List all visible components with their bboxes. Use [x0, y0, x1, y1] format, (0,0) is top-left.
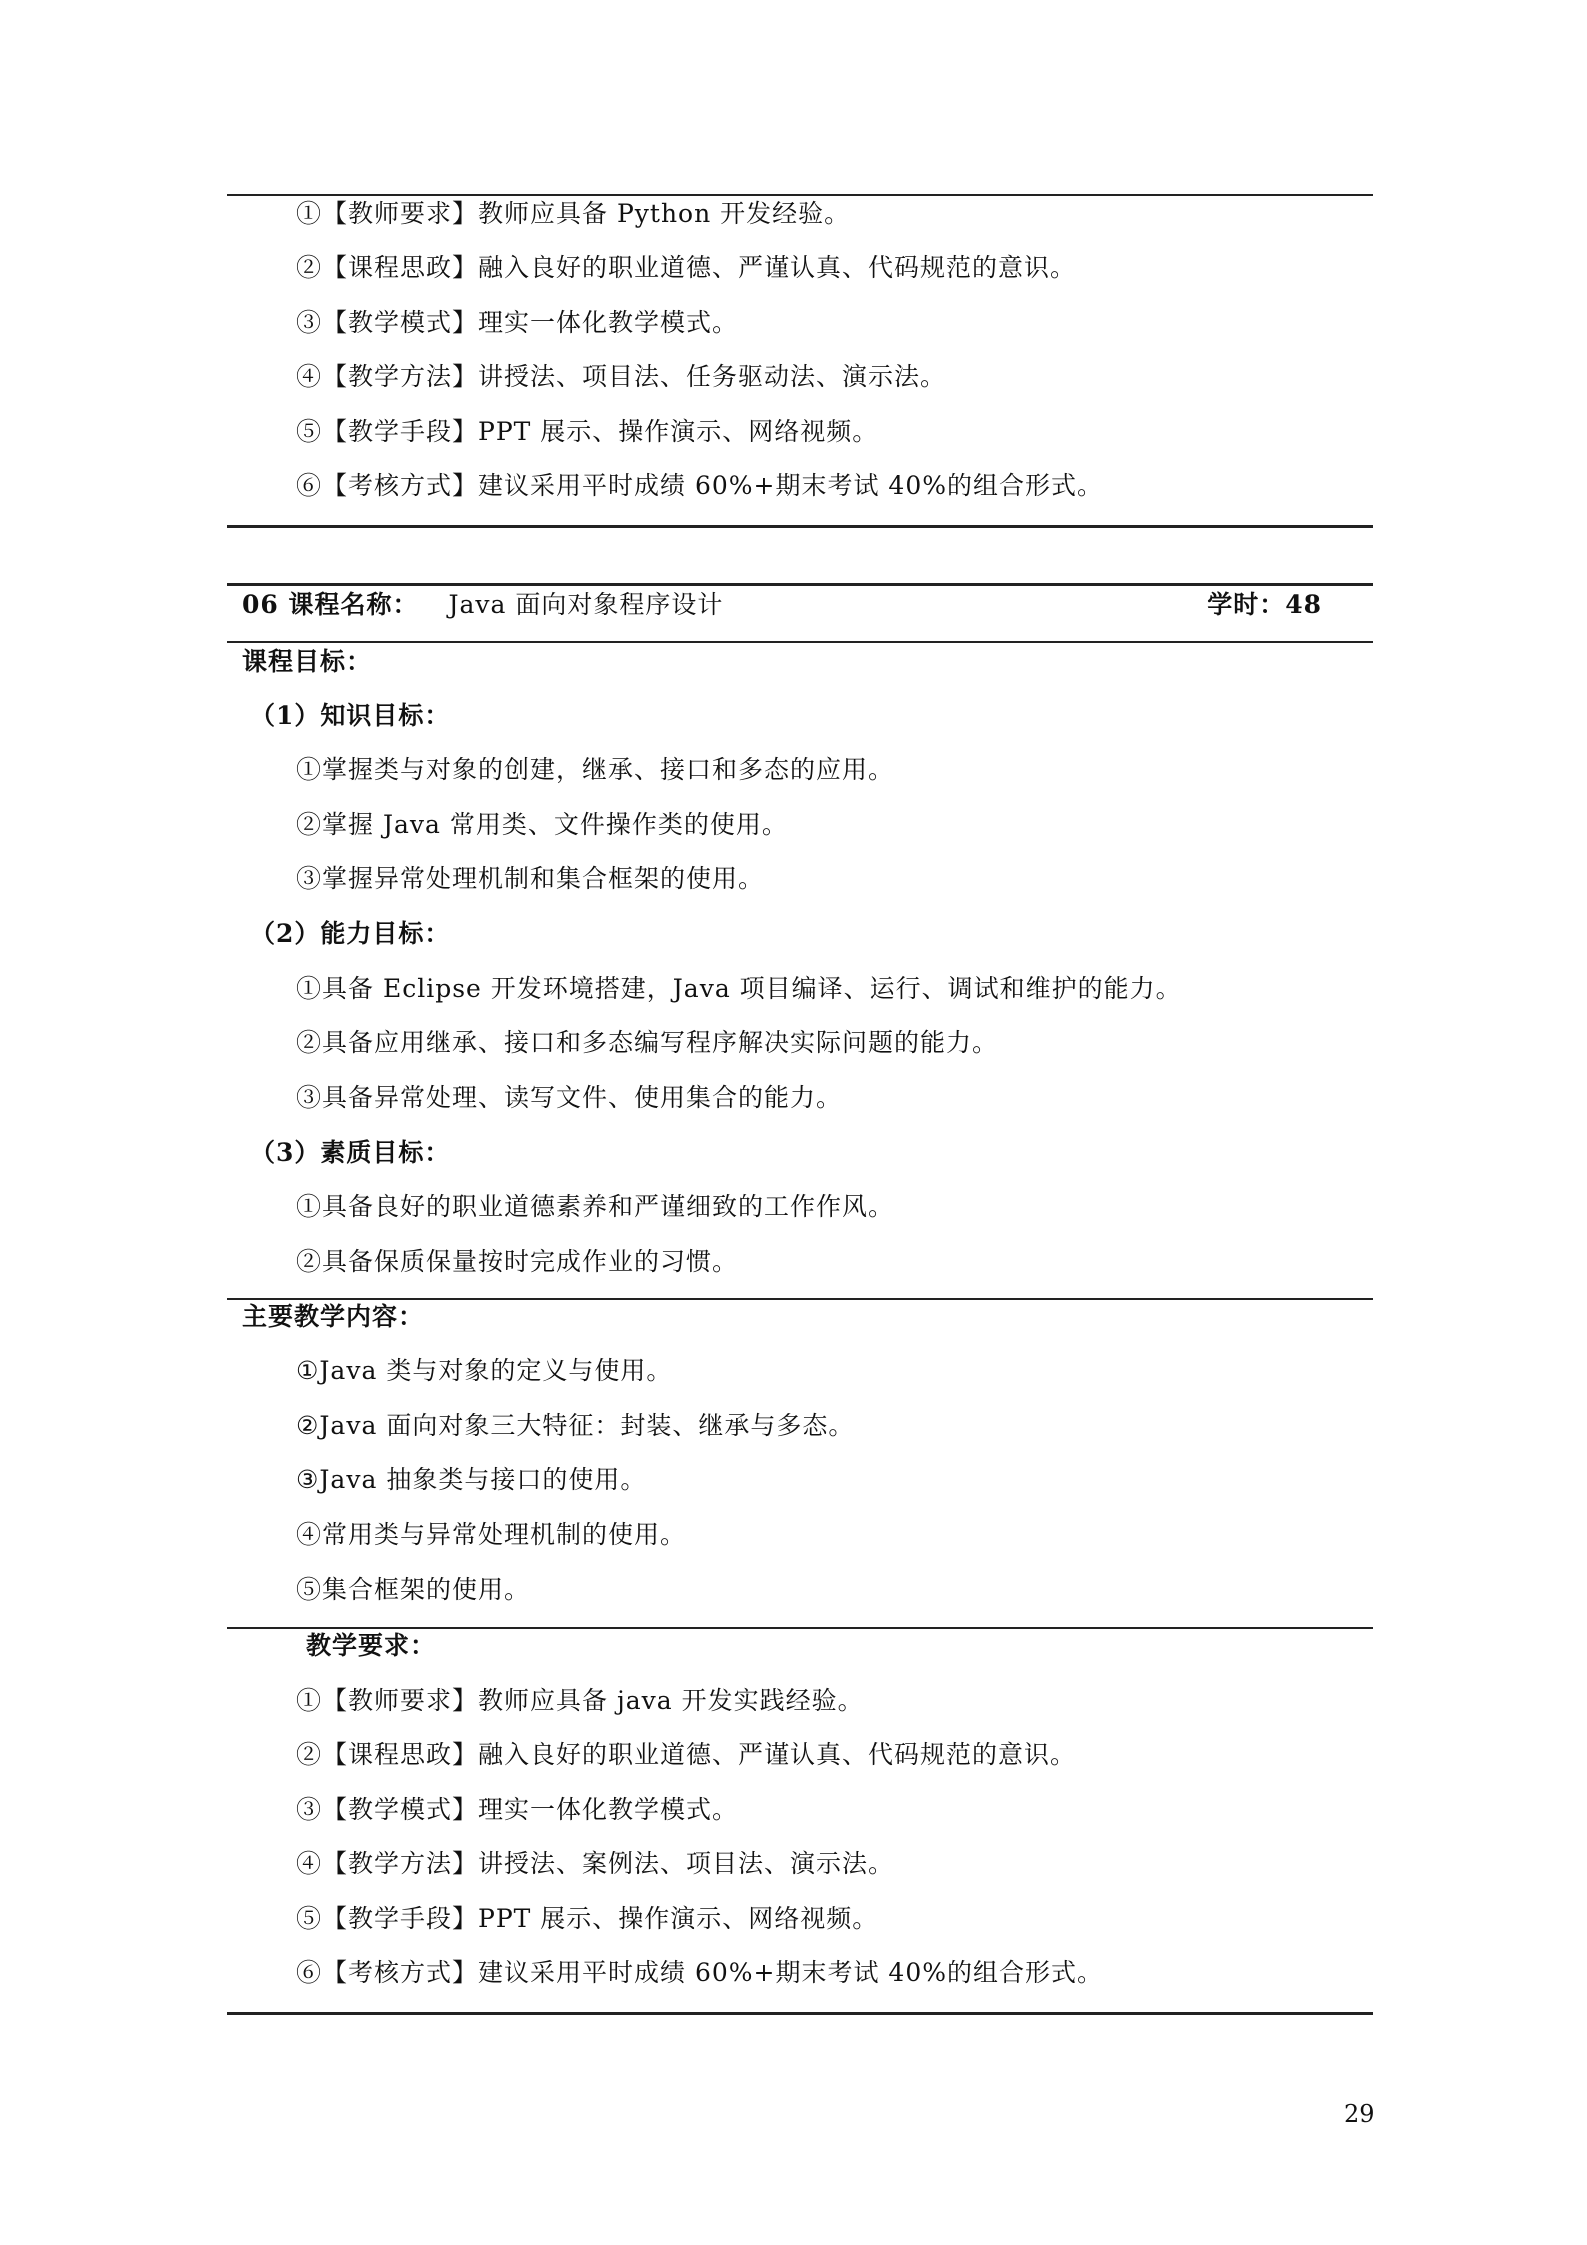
content-item-1: ①Java 类与对象的定义与使用。 [296, 1356, 673, 1385]
requirement-2: ②【课程思政】融入良好的职业道德、严谨认真、代码规范的意识。 [296, 1740, 1077, 1769]
course-name: Java 面向对象程序设计 [448, 590, 724, 619]
knowledge-item-2: ②掌握 Java 常用类、文件操作类的使用。 [296, 810, 788, 839]
ability-item-1: ①具备 Eclipse 开发环境搭建，Java 项目编译、运行、调试和维护的能力。 [296, 974, 1182, 1003]
prev-requirement-4: ④【教学方法】讲授法、项目法、任务驱动法、演示法。 [296, 362, 947, 391]
course-top-rule [227, 583, 1373, 586]
quality-item-2: ②具备保质保量按时完成作业的习惯。 [296, 1247, 739, 1276]
quality-item-1: ①具备良好的职业道德素养和严谨细致的工作作风。 [296, 1192, 895, 1221]
prev-requirement-3: ③【教学模式】理实一体化教学模式。 [296, 308, 739, 337]
requirement-6: ⑥【考核方式】建议采用平时成绩 60%+期末考试 40%的组合形式。 [296, 1958, 1103, 1987]
knowledge-heading: （1）知识目标： [250, 701, 451, 730]
top-rule [227, 194, 1373, 196]
ability-item-2: ②具备应用继承、接口和多态编写程序解决实际问题的能力。 [296, 1028, 999, 1057]
prev-section-bottom-rule [227, 525, 1373, 528]
prev-requirement-5: ⑤【教学手段】PPT 展示、操作演示、网络视频。 [296, 417, 879, 446]
course-label: 06 课程名称： [242, 590, 419, 619]
course-title-row [242, 588, 1322, 622]
quality-heading: （3）素质目标： [250, 1138, 451, 1167]
content-item-5: ⑤集合框架的使用。 [296, 1575, 531, 1604]
content-item-4: ④常用类与异常处理机制的使用。 [296, 1520, 687, 1549]
requirement-1: ①【教师要求】教师应具备 java 开发实践经验。 [296, 1686, 864, 1715]
knowledge-item-1: ①掌握类与对象的创建，继承、接口和多态的应用。 [296, 755, 895, 784]
requirement-5: ⑤【教学手段】PPT 展示、操作演示、网络视频。 [296, 1904, 879, 1933]
prev-requirement-2: ②【课程思政】融入良好的职业道德、严谨认真、代码规范的意识。 [296, 253, 1077, 282]
content-item-2: ②Java 面向对象三大特征：封装、继承与多态。 [296, 1411, 855, 1440]
course-bottom-rule [227, 2012, 1373, 2015]
ability-heading: （2）能力目标： [250, 919, 451, 948]
goals-heading: 课程目标： [242, 647, 373, 676]
ability-item-3: ③具备异常处理、读写文件、使用集合的能力。 [296, 1083, 843, 1112]
prev-requirement-1: ①【教师要求】教师应具备 Python 开发经验。 [296, 199, 851, 228]
knowledge-item-3: ③掌握异常处理机制和集合框架的使用。 [296, 864, 765, 893]
requirement-3: ③【教学模式】理实一体化教学模式。 [296, 1795, 739, 1824]
requirements-heading: 教学要求： [306, 1631, 437, 1660]
prev-requirement-6: ⑥【考核方式】建议采用平时成绩 60%+期末考试 40%的组合形式。 [296, 471, 1103, 500]
content-heading: 主要教学内容： [242, 1302, 425, 1331]
content-item-3: ③Java 抽象类与接口的使用。 [296, 1465, 647, 1494]
course-hours: 学时：48 [1207, 590, 1322, 619]
course-title-rule [227, 641, 1373, 643]
requirement-4: ④【教学方法】讲授法、案例法、项目法、演示法。 [296, 1849, 895, 1878]
page-number: 29 [1344, 2100, 1375, 2128]
